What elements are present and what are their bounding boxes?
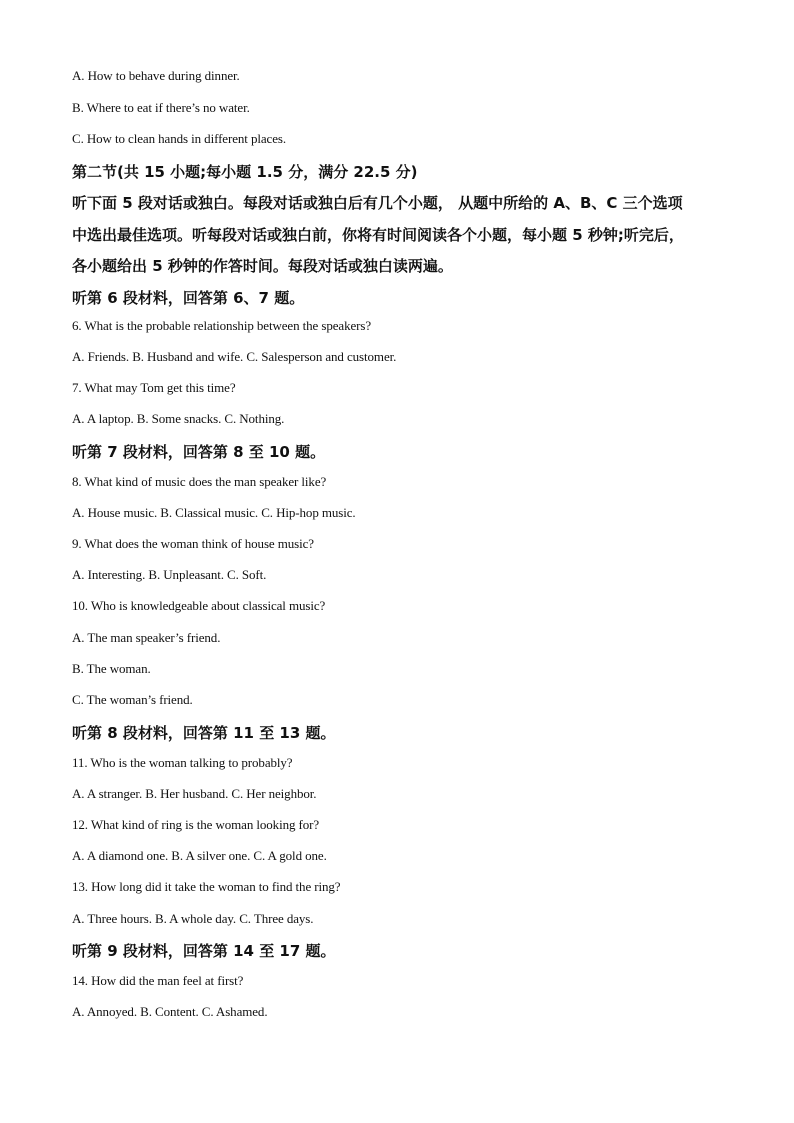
question-line: 12. What kind of ring is the woman looking for?	[72, 817, 320, 832]
question-line: 8. What kind of music does the man speaker like?	[72, 474, 327, 489]
option-line: A. Three hours. B. A whole day. C. Three days.	[72, 911, 314, 926]
passage-heading: 听第 8 段材料，回答第 11 至 13 题。	[72, 724, 336, 742]
option-line: A. Friends. B. Husband and wife. C. Salesperson and customer.	[72, 349, 397, 364]
option-line: A. A laptop. B. Some snacks. C. Nothing.	[72, 411, 285, 426]
instruction-line: 各小题给出 5 秒钟的作答时间。每段对话或独白读两遍。	[72, 257, 453, 275]
question-line: 11. Who is the woman talking to probably?	[72, 755, 293, 770]
question-line: 9. What does the woman think of house music?	[72, 536, 314, 551]
question-line: 6. What is the probable relationship between the speakers?	[72, 318, 371, 333]
option-line: B. Where to eat if there’s no water.	[72, 100, 250, 115]
question-line: 13. How long did it take the woman to find the ring?	[72, 879, 341, 894]
option-line: B. The woman.	[72, 661, 151, 676]
option-line: A. House music. B. Classical music. C. Hip-hop music.	[72, 505, 356, 520]
option-line: A. How to behave during dinner.	[72, 68, 240, 83]
option-line: A. Annoyed. B. Content. C. Ashamed.	[72, 1004, 268, 1019]
option-line: A. A diamond one. B. A silver one. C. A gold one.	[72, 848, 327, 863]
question-line: 10. Who is knowledgeable about classical music?	[72, 598, 326, 613]
section-heading: 第二节(共 15 小题;每小题 1.5 分，满分 22.5 分)	[72, 163, 418, 181]
instruction-line: 听下面 5 段对话或独白。每段对话或独白后有几个小题， 从题中所给的 A、B、C 三个选项	[72, 194, 683, 212]
passage-heading: 听第 6 段材料，回答第 6、7 题。	[72, 289, 305, 307]
passage-heading: 听第 7 段材料，回答第 8 至 10 题。	[72, 443, 326, 461]
instruction-line: 中选出最佳选项。听每段对话或独白前，你将有时间阅读各个小题，每小题 5 秒钟;听完后，	[72, 226, 684, 244]
passage-heading: 听第 9 段材料，回答第 14 至 17 题。	[72, 942, 336, 960]
option-line: A. A stranger. B. Her husband. C. Her neighbor.	[72, 786, 317, 801]
option-line: A. Interesting. B. Unpleasant. C. Soft.	[72, 567, 267, 582]
option-line: A. The man speaker’s friend.	[72, 630, 221, 645]
option-line: C. The woman’s friend.	[72, 692, 193, 707]
option-line: C. How to clean hands in different places.	[72, 131, 286, 146]
question-line: 14. How did the man feel at first?	[72, 973, 244, 988]
question-line: 7. What may Tom get this time?	[72, 380, 236, 395]
